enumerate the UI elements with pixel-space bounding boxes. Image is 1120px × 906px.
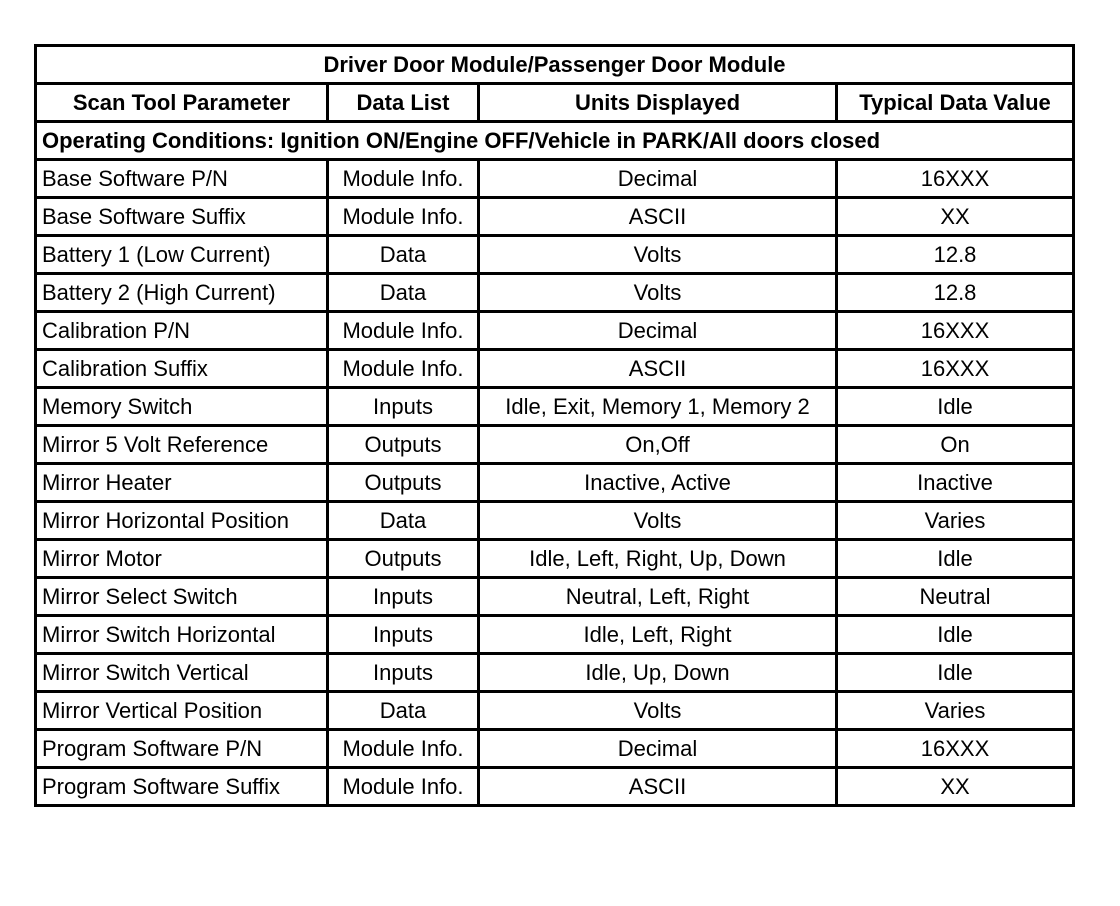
cell-data-list: Module Info. <box>328 768 479 806</box>
cell-data-list: Inputs <box>328 616 479 654</box>
table-row <box>36 768 1074 806</box>
cell-typical-value: Inactive <box>837 464 1074 502</box>
cell-parameter: Mirror Horizontal Position <box>36 502 328 540</box>
header-data-list: Data List <box>328 84 479 122</box>
cell-data-list: Outputs <box>328 464 479 502</box>
table-head <box>36 46 1074 160</box>
cell-parameter: Battery 2 (High Current) <box>36 274 328 312</box>
cell-parameter: Mirror Switch Vertical <box>36 654 328 692</box>
title-row <box>36 46 1074 84</box>
table-row <box>36 616 1074 654</box>
scan-tool-data-table <box>34 44 1075 807</box>
cell-units: Decimal <box>479 312 837 350</box>
cell-data-list: Outputs <box>328 540 479 578</box>
operating-conditions: Operating Conditions: Ignition ON/Engine OFF/Vehicle in PARK/All doors closed <box>36 122 1074 160</box>
cell-units: On,Off <box>479 426 837 464</box>
cell-data-list: Data <box>328 692 479 730</box>
cell-typical-value: Varies <box>837 502 1074 540</box>
cell-parameter: Mirror Switch Horizontal <box>36 616 328 654</box>
header-typical-data-value: Typical Data Value <box>837 84 1074 122</box>
table-row <box>36 198 1074 236</box>
table-row <box>36 654 1074 692</box>
cell-typical-value: 16XXX <box>837 730 1074 768</box>
cell-typical-value: 16XXX <box>837 312 1074 350</box>
cell-typical-value: Idle <box>837 388 1074 426</box>
cell-units: Neutral, Left, Right <box>479 578 837 616</box>
cell-data-list: Module Info. <box>328 198 479 236</box>
table-row <box>36 388 1074 426</box>
cell-parameter: Mirror Select Switch <box>36 578 328 616</box>
cell-data-list: Outputs <box>328 426 479 464</box>
cell-typical-value: 16XXX <box>837 160 1074 198</box>
cell-parameter: Memory Switch <box>36 388 328 426</box>
cell-parameter: Battery 1 (Low Current) <box>36 236 328 274</box>
cell-parameter: Mirror Vertical Position <box>36 692 328 730</box>
cell-units: Inactive, Active <box>479 464 837 502</box>
table-row <box>36 464 1074 502</box>
cell-typical-value: Idle <box>837 654 1074 692</box>
cell-parameter: Mirror Heater <box>36 464 328 502</box>
cell-data-list: Module Info. <box>328 730 479 768</box>
table-title: Driver Door Module/Passenger Door Module <box>36 46 1074 84</box>
cell-units: Volts <box>479 236 837 274</box>
cell-data-list: Data <box>328 502 479 540</box>
cell-parameter: Mirror Motor <box>36 540 328 578</box>
conditions-row <box>36 122 1074 160</box>
cell-data-list: Data <box>328 236 479 274</box>
cell-typical-value: 16XXX <box>837 350 1074 388</box>
cell-units: Idle, Left, Right <box>479 616 837 654</box>
cell-typical-value: XX <box>837 768 1074 806</box>
table-row <box>36 578 1074 616</box>
cell-typical-value: Idle <box>837 616 1074 654</box>
cell-parameter: Base Software P/N <box>36 160 328 198</box>
table-body <box>36 160 1074 806</box>
cell-data-list: Module Info. <box>328 350 479 388</box>
cell-typical-value: On <box>837 426 1074 464</box>
cell-typical-value: Idle <box>837 540 1074 578</box>
cell-units: Idle, Up, Down <box>479 654 837 692</box>
cell-data-list: Module Info. <box>328 160 479 198</box>
cell-units: Idle, Left, Right, Up, Down <box>479 540 837 578</box>
table-row <box>36 160 1074 198</box>
cell-data-list: Inputs <box>328 578 479 616</box>
cell-units: ASCII <box>479 768 837 806</box>
cell-data-list: Inputs <box>328 654 479 692</box>
table-row <box>36 730 1074 768</box>
cell-units: Decimal <box>479 730 837 768</box>
cell-data-list: Inputs <box>328 388 479 426</box>
cell-data-list: Module Info. <box>328 312 479 350</box>
cell-units: ASCII <box>479 350 837 388</box>
table-row <box>36 692 1074 730</box>
table-row <box>36 312 1074 350</box>
header-scan-tool-parameter: Scan Tool Parameter <box>36 84 328 122</box>
table-row <box>36 350 1074 388</box>
cell-typical-value: Varies <box>837 692 1074 730</box>
cell-units: Volts <box>479 692 837 730</box>
cell-units: Volts <box>479 274 837 312</box>
header-row <box>36 84 1074 122</box>
cell-typical-value: XX <box>837 198 1074 236</box>
cell-parameter: Base Software Suffix <box>36 198 328 236</box>
cell-typical-value: Neutral <box>837 578 1074 616</box>
table-row <box>36 540 1074 578</box>
cell-units: Idle, Exit, Memory 1, Memory 2 <box>479 388 837 426</box>
cell-typical-value: 12.8 <box>837 274 1074 312</box>
cell-parameter: Mirror 5 Volt Reference <box>36 426 328 464</box>
cell-data-list: Data <box>328 274 479 312</box>
table-row <box>36 502 1074 540</box>
table-row <box>36 426 1074 464</box>
cell-parameter: Program Software P/N <box>36 730 328 768</box>
cell-typical-value: 12.8 <box>837 236 1074 274</box>
table-row <box>36 274 1074 312</box>
cell-units: Decimal <box>479 160 837 198</box>
cell-units: Volts <box>479 502 837 540</box>
cell-units: ASCII <box>479 198 837 236</box>
cell-parameter: Program Software Suffix <box>36 768 328 806</box>
cell-parameter: Calibration P/N <box>36 312 328 350</box>
table-row <box>36 236 1074 274</box>
cell-parameter: Calibration Suffix <box>36 350 328 388</box>
header-units-displayed: Units Displayed <box>479 84 837 122</box>
